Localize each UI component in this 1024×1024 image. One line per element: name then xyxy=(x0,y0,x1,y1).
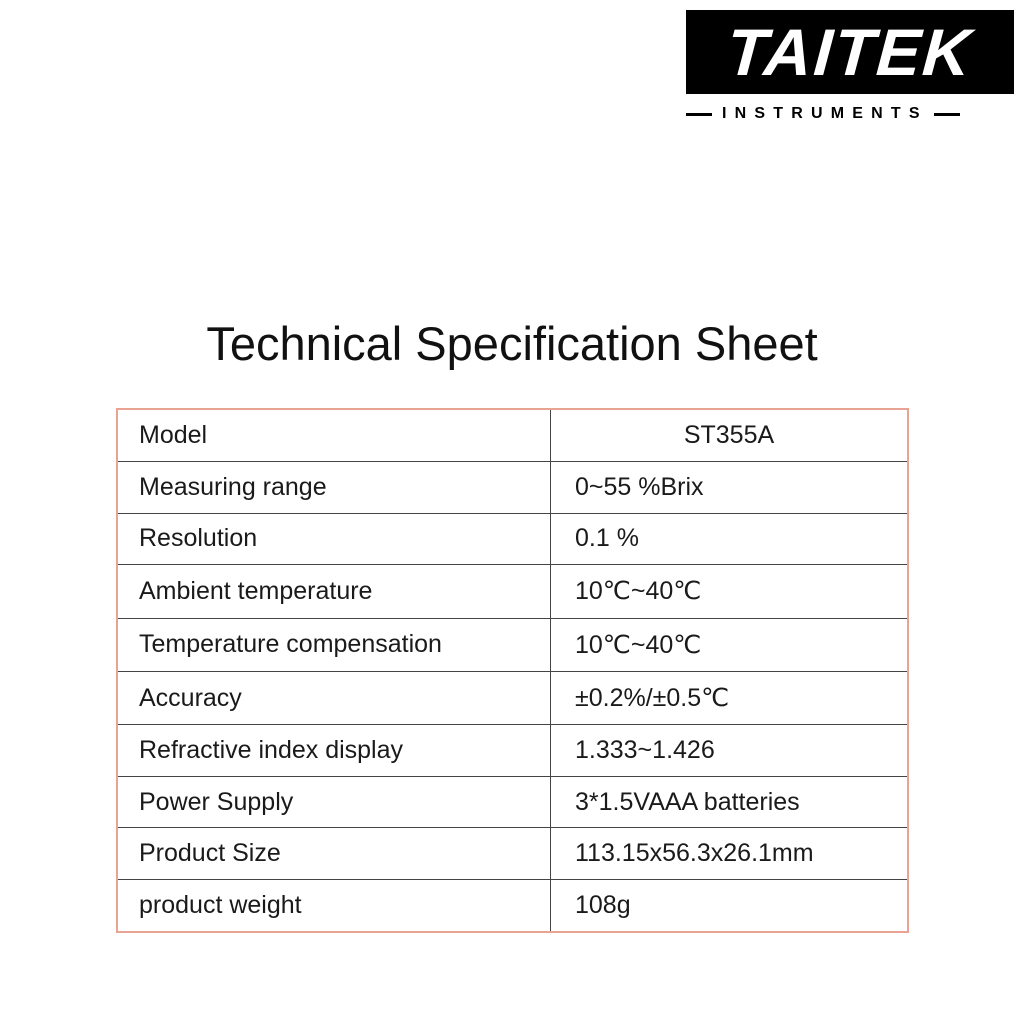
spec-row-measuring-range xyxy=(117,461,908,513)
spec-label: Resolution xyxy=(117,513,551,565)
spec-label: Ambient temperature xyxy=(117,565,551,618)
spec-row-model xyxy=(117,409,908,461)
spec-row-product-weight xyxy=(117,880,908,933)
logo-wordmark-box xyxy=(686,10,1014,94)
spec-label: Temperature compensation xyxy=(117,618,551,671)
brand-logo xyxy=(686,10,1014,122)
spec-value: 113.15x56.3x26.1mm xyxy=(551,828,909,880)
spec-row-refractive-index xyxy=(117,725,908,777)
spec-row-temperature-compensation xyxy=(117,618,908,671)
spec-label: Accuracy xyxy=(117,671,551,724)
spec-value: 0.1 % xyxy=(551,513,909,565)
spec-value: 3*1.5VAAA batteries xyxy=(551,776,909,828)
spec-value: 108g xyxy=(551,880,909,933)
logo-tagline-row xyxy=(686,104,1014,124)
logo-tagline: INSTRUMENTS xyxy=(722,105,928,122)
spec-label: Product Size xyxy=(117,828,551,880)
spec-value: ±0.2%/±0.5℃ xyxy=(551,671,909,724)
logo-wordmark: TAITEK xyxy=(724,15,976,89)
spec-label: Power Supply xyxy=(117,776,551,828)
spec-value: 1.333~1.426 xyxy=(551,725,909,777)
spec-value: 0~55 %Brix xyxy=(551,461,909,513)
spec-row-accuracy xyxy=(117,671,908,724)
logo-rule-right xyxy=(934,113,960,116)
spec-row-resolution xyxy=(117,513,908,565)
spec-value: 10℃~40℃ xyxy=(551,565,909,618)
spec-row-product-size xyxy=(117,828,908,880)
spec-value: 10℃~40℃ xyxy=(551,618,909,671)
spec-label: Refractive index display xyxy=(117,725,551,777)
spec-row-power-supply xyxy=(117,776,908,828)
spec-table xyxy=(116,408,909,933)
logo-rule-left xyxy=(686,113,712,116)
spec-row-ambient-temperature xyxy=(117,565,908,618)
spec-label: Measuring range xyxy=(117,461,551,513)
page-title: Technical Specification Sheet xyxy=(206,317,818,370)
spec-label: product weight xyxy=(117,880,551,933)
spec-value: ST355A xyxy=(683,420,775,449)
spec-label: Model xyxy=(117,409,551,461)
